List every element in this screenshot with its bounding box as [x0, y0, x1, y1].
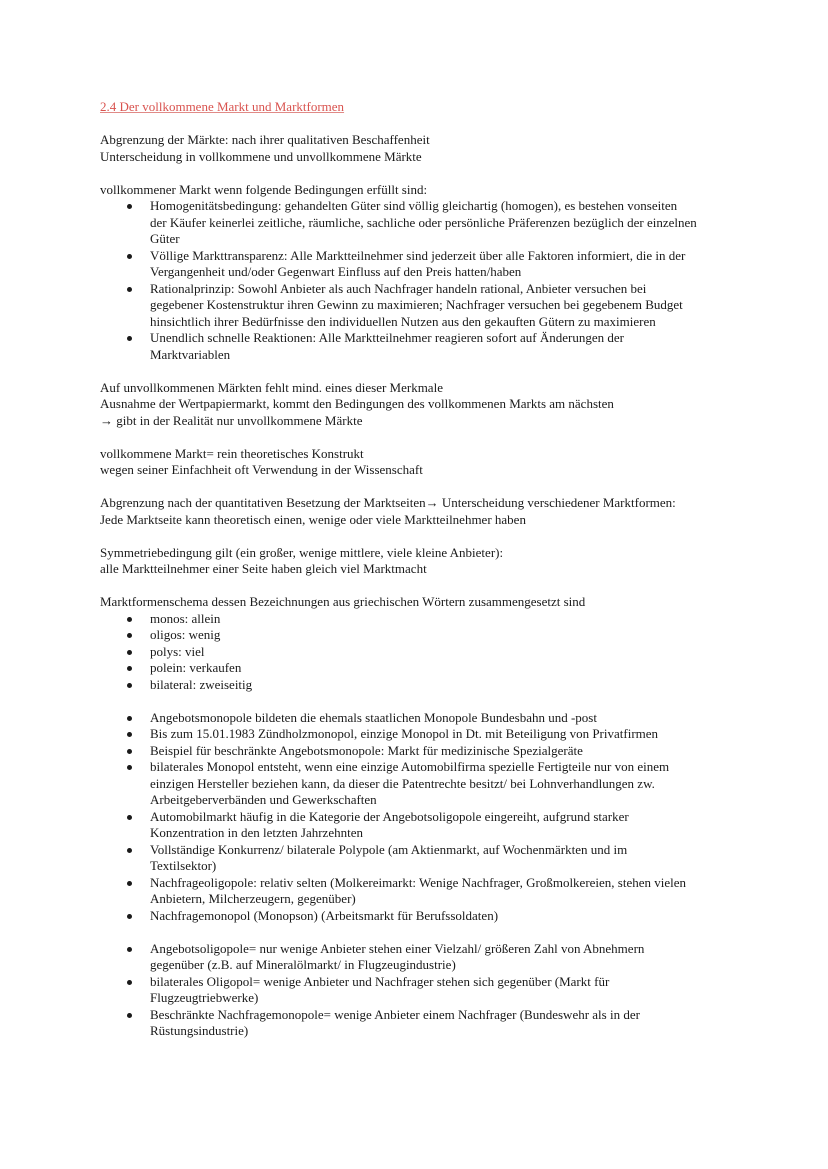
list-item [100, 1007, 750, 1040]
text-line: Marktvariablen [150, 346, 231, 362]
text-line: polys: viel [150, 643, 205, 659]
text-line: Abgrenzung nach der quantitativen Besetzung der Marktseiten→ Unterscheidung verschiedener Marktformen: [100, 495, 676, 510]
list-item [100, 677, 750, 694]
list-item [100, 743, 750, 760]
text-line: Automobilmarkt häufig in die Kategorie der Angebotsoligopole eingereiht, aufgrund starker [150, 808, 629, 824]
text-line: Bis zum 15.01.1983 Zündholzmonopol, einzige Monopol in Dt. mit Beteiligung von Privatfirmen [150, 726, 659, 741]
text-line: bilaterales Monopol entsteht, wenn eine einzige Automobilfirma spezielle Fertigteile nur von einem [150, 759, 670, 774]
text-line: Konzentration in den letzten Jahrzehnten [150, 825, 363, 840]
text-line: oligos: wenig [150, 627, 221, 642]
text-line: Angebotsoligopole= nur wenige Anbieter stehen einer Vielzahl/ größeren Zahl von Abnehmern [150, 940, 645, 956]
text-line: Unterscheidung in vollkommene und unvollkommene Märkte [100, 148, 422, 164]
list-item [100, 281, 750, 331]
text-line: Anbietern, Milcherzeugern, gegenüber) [150, 891, 356, 906]
definitions-list [100, 941, 750, 1040]
text-line: Nachfrageoligopole: relativ selten (Molkereimarkt: Wenige Nachfrager, Großmolkereien, stehen vielen [150, 874, 687, 890]
text-line: Textilsektor) [150, 858, 217, 873]
list-item [100, 627, 750, 644]
text-line: Flugzeugtriebwerke) [150, 990, 259, 1005]
text-line: gegenüber (z.B. auf Mineralölmarkt/ in Flugzeugindustrie) [150, 957, 456, 972]
list-item [100, 330, 750, 363]
text-line: Beschränkte Nachfragemonopole= wenige Anbieter einem Nachfrager (Bundeswehr als in der [150, 1006, 640, 1022]
text-line: Ausnahme der Wertpapiermarkt, kommt den Bedingungen des vollkommenen Markts am nächsten [100, 396, 614, 411]
terms-intro: Marktformenschema dessen Bezeichnungen aus griechischen Wörtern zusammengesetzt sind [100, 594, 586, 609]
examples-list [100, 710, 750, 925]
text-line: hinsichtlich ihrer Bedürfnisse den individuellen Nutzen aus den gekauften Gütern zu maximieren [150, 313, 656, 329]
text-line: Homogenitätsbedingung: gehandelten Güter sind völlig gleichartig (homogen), es bestehen vonseiten [150, 198, 678, 213]
text-line: Nachfragemonopol (Monopson) (Arbeitsmarkt für Berufssoldaten) [150, 907, 499, 923]
list-item [100, 660, 750, 677]
paragraph-konstrukt [100, 446, 750, 479]
text-line: bilateral: zweiseitig [150, 676, 253, 692]
text-line: Rationalprinzip: Sowohl Anbieter als auch Nachfrager handeln rational, Anbieter versuchen bei [150, 280, 647, 296]
section-heading: 2.4 Der vollkommene Markt und Marktformen [100, 99, 345, 114]
list-item [100, 644, 750, 661]
text-line: einzigen Hersteller beziehen kann, da dieser die Patentrechte besitzt/ bei Lohnverhandlungen zw. [150, 775, 655, 791]
list-item [100, 875, 750, 908]
list-item [100, 974, 750, 1007]
list-item [100, 842, 750, 875]
text-line: Arbeitgeberverbänden und Gewerkschaften [150, 792, 377, 807]
terms-list [100, 611, 750, 694]
text-line: Jede Marktseite kann theoretisch einen, wenige oder viele Marktteilnehmer haben [100, 511, 526, 527]
text-line: Völlige Markttransparenz: Alle Marktteilnehmer sind jederzeit über alle Faktoren informiert, die in der [150, 247, 686, 263]
text-line: Vergangenheit und/oder Gegenwart Einfluss auf den Preis hatten/haben [150, 264, 522, 279]
list-item [100, 710, 750, 727]
text-line: Rüstungsindustrie) [150, 1023, 249, 1038]
text-line: gegebener Kostenstruktur ihren Gewinn zu maximieren; Nachfrager versuchen bei gegebenem Budget [150, 297, 683, 312]
text-line: Beispiel für beschränkte Angebotsmonopole: Markt für medizinische Spezialgeräte [150, 742, 583, 758]
text-line: alle Marktteilnehmer einer Seite haben gleich viel Marktmacht [100, 561, 427, 576]
text-line: der Käufer keinerlei zeitliche, räumliche, sachliche oder persönliche Präferenzen bezüglich der einzelnen [150, 214, 697, 230]
list-item [100, 198, 750, 248]
paragraph-symmetrie [100, 545, 750, 578]
list-item [100, 809, 750, 842]
text-line: bilaterales Oligopol= wenige Anbieter und Nachfrager stehen sich gegenüber (Markt für [150, 973, 610, 989]
conditions-list [100, 198, 750, 363]
text-line: Angebotsmonopole bildeten die ehemals staatlichen Monopole Bundesbahn und -post [150, 709, 597, 725]
paragraph-quantitative [100, 495, 750, 528]
list-item [100, 759, 750, 809]
paragraph-qualitative [100, 132, 750, 165]
list-item [100, 726, 750, 743]
list-item [100, 611, 750, 628]
text-line: Abgrenzung der Märkte: nach ihrer qualitativen Beschaffenheit [100, 132, 430, 147]
text-line: Güter [150, 231, 180, 246]
conditions-intro: vollkommener Markt wenn folgende Bedingungen erfüllt sind: [100, 181, 428, 197]
text-line: Unendlich schnelle Reaktionen: Alle Marktteilnehmer reagieren sofort auf Änderungen der [150, 330, 624, 345]
paragraph-unvollkommen [100, 380, 750, 430]
text-line: wegen seiner Einfachheit oft Verwendung in der Wissenschaft [100, 462, 423, 477]
list-item [100, 941, 750, 974]
text-line: monos: allein [150, 610, 221, 626]
text-line: Symmetriebedingung gilt (ein großer, wenige mittlere, viele kleine Anbieter): [100, 544, 504, 560]
text-line: → gibt in der Realität nur unvollkommene Märkte [100, 412, 363, 428]
text-line: Vollständige Konkurrenz/ bilaterale Polypole (am Aktienmarkt, auf Wochenmärkten und im [150, 841, 628, 857]
document-page [100, 99, 750, 1040]
list-item [100, 248, 750, 281]
text-line: Auf unvollkommenen Märkten fehlt mind. eines dieser Merkmale [100, 379, 443, 395]
text-line: polein: verkaufen [150, 660, 242, 675]
list-item [100, 908, 750, 925]
text-line: vollkommene Markt= rein theoretisches Konstrukt [100, 445, 364, 461]
